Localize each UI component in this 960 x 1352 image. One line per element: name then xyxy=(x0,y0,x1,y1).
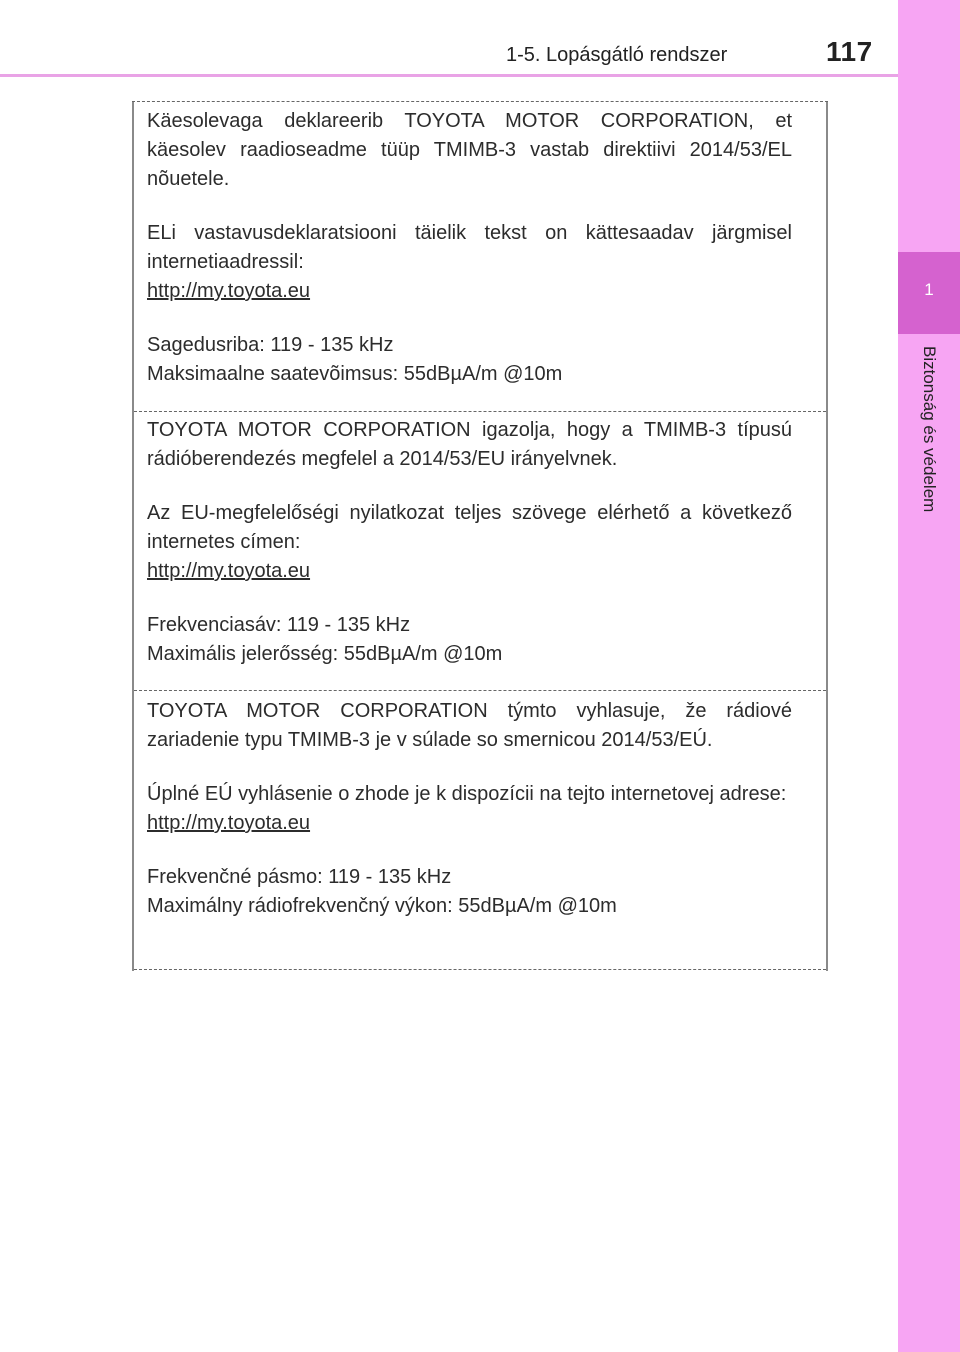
power-text: Maximálny rádiofrekvenčný výkon: 55dBµA/m @10m xyxy=(147,895,617,917)
side-tab xyxy=(898,0,960,1352)
toyota-link[interactable]: http://my.toyota.eu xyxy=(147,560,311,582)
chapter-label-container xyxy=(899,346,959,556)
declaration-text: TOYOTA MOTOR CORPORATION igazolja, hogy a TMIMB-3 típusú rádióberendezés megfelel a 2014/53/EU irányelvnek. xyxy=(147,419,792,470)
section-title: 1-5. Lopásgátló rendszer xyxy=(506,44,728,66)
info-text: Úplné EÚ vyhlásenie o zhode je k dispozícii na tejto internetovej adrese: xyxy=(147,783,787,805)
declaration-block-hungarian xyxy=(134,413,826,691)
chapter-tab-1[interactable] xyxy=(898,252,960,334)
toyota-link[interactable]: http://my.toyota.eu xyxy=(147,280,311,302)
declaration-block-slovak xyxy=(134,692,826,970)
toyota-link[interactable]: http://my.toyota.eu xyxy=(147,812,311,834)
chapter-number: 1 xyxy=(924,280,934,299)
declaration-box xyxy=(132,101,828,971)
header-divider xyxy=(0,74,898,77)
declaration-block-estonian xyxy=(134,104,826,412)
page-number: 117 xyxy=(826,36,873,67)
declaration-text: Käesolevaga deklareerib TOYOTA MOTOR CORPORATION, et käesolev raadioseadme tüüp TMIMB-3 vastab direktiivi 2014/53/EL nõuetele. xyxy=(147,110,792,190)
info-text: Az EU-megfelelőségi nyilatkozat teljes szövege elérhető a következő internetes címen: xyxy=(147,502,792,553)
declaration-text: TOYOTA MOTOR CORPORATION týmto vyhlasuje, že rádiové zariadenie typu TMIMB-3 je v súlade so smernicou 2014/53/EÚ. xyxy=(147,700,792,751)
frequency-text: Sagedusriba: 119 - 135 kHz xyxy=(147,334,394,356)
frequency-text: Frekvenčné pásmo: 119 - 135 kHz xyxy=(147,866,452,888)
chapter-label: Biztonság és védelem xyxy=(920,346,939,513)
power-text: Maksimaalne saatevõimsus: 55dBµA/m @10m xyxy=(147,363,563,385)
info-text: ELi vastavusdeklaratsiooni täielik tekst on kättesaadav järgmisel internetiaadressil: xyxy=(147,222,792,273)
frequency-text: Frekvenciasáv: 119 - 135 kHz xyxy=(147,614,411,636)
power-text: Maximális jelerősség: 55dBµA/m @10m xyxy=(147,643,503,665)
